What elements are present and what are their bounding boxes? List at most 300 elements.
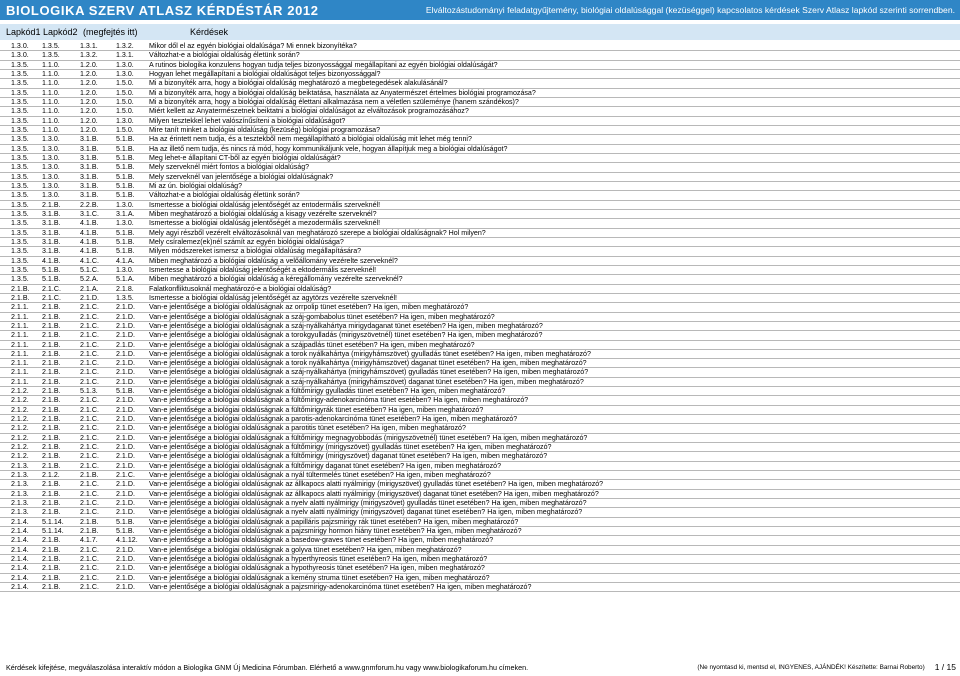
- table-row: [0, 387, 960, 396]
- table-row: [0, 98, 960, 107]
- cell-code-4: 1.3.0.: [116, 116, 134, 125]
- cell-question: Miben meghatározó a biológiai oldalúság a kisagy vezérelte szerveknél?: [149, 209, 377, 218]
- table-row: [0, 238, 960, 247]
- cell-question: Mi a bizonyíték arra, hogy a biológiai oldalúság beiktatása, használata az Anyatermészet értelmes biológiai programozása?: [149, 88, 536, 97]
- cell-code-2: 2.1.B.: [42, 340, 61, 349]
- cell-question: Van-e jelentősége a biológiai oldalúságnak a száj-nyálkahártya (mirigyhámszövet) gyulladás tünet esetében? Ha igen, miben meghatározó?: [149, 368, 589, 377]
- cell-code-2: 1.3.5.: [42, 42, 60, 50]
- cell-code-2: 2.1.B.: [42, 499, 61, 508]
- cell-code-4: 1.3.0.: [116, 219, 134, 228]
- cell-code-1: 2.1.1.: [11, 349, 29, 358]
- table-row: [0, 583, 960, 592]
- cell-code-4: 2.1.D.: [116, 331, 135, 340]
- cell-code-3: 2.1.C.: [80, 564, 99, 573]
- table-row: [0, 480, 960, 489]
- cell-question: Van-e jelentősége a biológiai oldalúságnak a fültőmirigy (mirigyszövet) gyulladás tünet esetében? Ha igen, miben meghatározó?: [149, 443, 552, 452]
- cell-code-1: 1.3.5.: [11, 247, 29, 256]
- cell-question: Miben meghatározó a biológiai oldalúság a velőállomány vezérelte szerveknél?: [149, 256, 398, 265]
- cell-code-3: 3.1.B.: [80, 181, 99, 190]
- cell-code-3: 4.1.C.: [80, 256, 99, 265]
- cell-code-4: 2.1.D.: [116, 424, 135, 433]
- cell-code-2: 2.1.B.: [42, 564, 61, 573]
- cell-code-3: 1.2.0.: [80, 88, 98, 97]
- cell-code-4: 2.1.D.: [116, 349, 135, 358]
- cell-code-3: 1.2.0.: [80, 69, 98, 78]
- table-row: [0, 145, 960, 154]
- cell-question: Van-e jelentősége a biológiai oldalúságnak a fültőmirigy gyulladás tünet esetében? Ha igen, miben meghatározó?: [149, 387, 506, 396]
- cell-code-1: 2.1.2.: [11, 452, 29, 461]
- cell-code-1: 2.1.1.: [11, 312, 29, 321]
- table-row: [0, 117, 960, 126]
- cell-code-4: 1.5.0.: [116, 125, 134, 134]
- cell-code-4: 5.1.B.: [116, 144, 135, 153]
- table-row: [0, 546, 960, 555]
- cell-code-1: 1.3.5.: [11, 209, 29, 218]
- table-row: [0, 443, 960, 452]
- cell-code-1: 1.3.5.: [11, 172, 29, 181]
- footer-credit: (Ne nyomtasd ki, mentsd el, INGYENES, AJÁNDÉK! Készítette: Barnai Roberto): [697, 663, 925, 671]
- cell-code-3: 2.1.C.: [80, 331, 99, 340]
- cell-code-3: 2.1.C.: [80, 573, 99, 582]
- cell-code-1: 2.1.3.: [11, 508, 29, 517]
- table-row: [0, 51, 960, 60]
- cell-code-3: 2.1.B.: [80, 471, 99, 480]
- document-header-bar: [0, 0, 960, 20]
- cell-code-2: 3.1.B.: [42, 228, 61, 237]
- cell-code-3: 2.1.C.: [80, 415, 99, 424]
- cell-code-1: 2.1.2.: [11, 443, 29, 452]
- cell-code-2: 1.3.5.: [42, 51, 60, 60]
- table-row: [0, 574, 960, 583]
- cell-question: Van-e jelentősége a biológiai oldalúságnak a száj-nyálkahártya mirigydaganat tünet esetében? Ha igen, miben meghatározó?: [149, 321, 543, 330]
- table-row: [0, 61, 960, 70]
- cell-code-4: 2.1.D.: [116, 303, 135, 312]
- cell-code-4: 2.1.D.: [116, 433, 135, 442]
- table-row: [0, 518, 960, 527]
- cell-code-2: 1.3.0.: [42, 191, 60, 200]
- table-body: [0, 42, 960, 592]
- cell-code-3: 4.1.7.: [80, 536, 98, 545]
- cell-question: Van-e jelentősége a biológiai oldalúságnak a pajzsmirigy-adenokarcinóma tünet esetében? Ha igen, miben meghatározó?: [149, 583, 532, 592]
- table-row: [0, 275, 960, 284]
- cell-question: Falatkonfliktusoknál meghatározó-e a biológiai oldalúság?: [149, 284, 332, 293]
- cell-question: Ismertesse a biológiai oldalúság jelentőségét a mezodermális szerveknél!: [149, 219, 381, 228]
- cell-code-2: 2.1.B.: [42, 377, 61, 386]
- cell-code-2: 1.3.0.: [42, 153, 60, 162]
- cell-code-2: 3.1.B.: [42, 247, 61, 256]
- cell-code-3: 3.1.B.: [80, 144, 99, 153]
- cell-code-2: 1.3.0.: [42, 144, 60, 153]
- cell-code-4: 5.1.B.: [116, 527, 135, 536]
- cell-code-4: 2.1.D.: [116, 359, 135, 368]
- cell-code-2: 2.1.2.: [42, 471, 60, 480]
- table-row: [0, 163, 960, 172]
- cell-code-2: 5.1.B.: [42, 275, 61, 284]
- cell-code-2: 1.1.0.: [42, 125, 60, 134]
- cell-code-2: 2.1.B.: [42, 508, 61, 517]
- cell-code-3: 3.1.B.: [80, 191, 99, 200]
- cell-code-2: 2.1.B.: [42, 443, 61, 452]
- cell-question: Mi a bizonyíték arra, hogy a biológiai oldalúság meghatározó a megbetegedések alakulásánál?: [149, 79, 448, 88]
- cell-question: Mely agyi részből vezérelt elváltozásoknál van meghatározó szerepe a biológiai oldalúságnak? Hol milyen?: [149, 228, 486, 237]
- cell-code-2: 2.1.B.: [42, 312, 61, 321]
- table-row: [0, 294, 960, 303]
- cell-question: Miért kellett az Anyatermészetnek beiktatni a biológiai oldalúságot az elváltozások programozásához?: [149, 107, 469, 116]
- table-row: [0, 42, 960, 51]
- cell-code-3: 1.2.0.: [80, 125, 98, 134]
- cell-code-2: 2.1.B.: [42, 545, 61, 554]
- cell-code-4: 1.3.5.: [116, 293, 134, 302]
- cell-code-3: 1.3.2.: [80, 51, 98, 60]
- cell-code-2: 5.1.B.: [42, 265, 61, 274]
- cell-code-3: 3.1.B.: [80, 135, 99, 144]
- cell-code-4: 2.1.D.: [116, 396, 135, 405]
- table-row: [0, 396, 960, 405]
- cell-code-3: 1.2.0.: [80, 116, 98, 125]
- table-row: [0, 368, 960, 377]
- cell-code-4: 5.1.A.: [116, 275, 135, 284]
- cell-code-1: 1.3.5.: [11, 69, 29, 78]
- cell-code-2: 3.1.B.: [42, 209, 61, 218]
- cell-code-3: 1.3.1.: [80, 42, 98, 50]
- cell-question: Van-e jelentősége a biológiai oldalúságnak a hypothyreosis tünet esetében? Ha igen, miben meghatározó?: [149, 564, 485, 573]
- cell-code-3: 5.2.A.: [80, 275, 99, 284]
- cell-code-1: 2.1.2.: [11, 433, 29, 442]
- cell-code-4: 2.1.D.: [116, 583, 135, 592]
- cell-code-2: 2.1.B.: [42, 480, 61, 489]
- cell-code-4: 2.1.D.: [116, 480, 135, 489]
- cell-code-2: 1.1.0.: [42, 69, 60, 78]
- table-row: [0, 555, 960, 564]
- table-row: [0, 462, 960, 471]
- cell-code-2: 2.1.B.: [42, 359, 61, 368]
- cell-code-2: 1.1.0.: [42, 60, 60, 69]
- table-row: [0, 173, 960, 182]
- cell-code-1: 2.1.2.: [11, 396, 29, 405]
- cell-code-1: 1.3.5.: [11, 153, 29, 162]
- cell-code-3: 2.1.C.: [80, 359, 99, 368]
- table-row: [0, 182, 960, 191]
- column-header-megfejtes: (megfejtés itt): [83, 27, 138, 37]
- cell-question: A rutinos biologika konzulens hogyan tudja teljes bizonyossággal megállapítani az egyén biológiai oldalúságát?: [149, 60, 498, 69]
- cell-code-1: 1.3.5.: [11, 88, 29, 97]
- cell-code-3: 2.1.C.: [80, 321, 99, 330]
- cell-code-4: 1.3.1.: [116, 51, 134, 60]
- cell-code-1: 2.1.4.: [11, 527, 29, 536]
- cell-code-3: 4.1.B.: [80, 237, 99, 246]
- cell-question: Van-e jelentősége a biológiai oldalúságnak a torok nyálkahártya (mirigyhámszövet) daganat tünet esetében? Ha igen, miben meghatározó?: [149, 359, 587, 368]
- cell-question: Van-e jelentősége a biológiai oldalúságnak a parotis-adenokarcinóma tünet esetében? Ha igen, miben meghatározó?: [149, 415, 518, 424]
- cell-code-4: 1.5.0.: [116, 79, 134, 88]
- cell-code-1: 2.1.1.: [11, 377, 29, 386]
- cell-code-1: 2.1.1.: [11, 303, 29, 312]
- cell-code-4: 2.1.C.: [116, 471, 135, 480]
- table-row: [0, 154, 960, 163]
- column-header-lapkod2: Lapkód2: [43, 27, 78, 37]
- cell-code-4: 2.1.8.: [116, 284, 134, 293]
- cell-code-2: 2.1.B.: [42, 452, 61, 461]
- cell-code-4: 2.1.D.: [116, 499, 135, 508]
- page-number: 1 / 15: [934, 662, 956, 672]
- cell-code-1: 2.1.2.: [11, 405, 29, 414]
- cell-code-3: 2.1.C.: [80, 489, 99, 498]
- cell-code-4: 1.3.0.: [116, 200, 134, 209]
- table-row: [0, 564, 960, 573]
- cell-question: Van-e jelentősége a biológiai oldalúságnak a fültőmirigy (mirigyszövet) daganat tünet esetében? Ha igen, miben meghatározó?: [149, 452, 548, 461]
- cell-code-4: 2.1.D.: [116, 545, 135, 554]
- cell-code-3: 2.1.C.: [80, 583, 99, 592]
- cell-code-4: 2.1.D.: [116, 405, 135, 414]
- cell-question: Van-e jelentősége a biológiai oldalúságnak a fültőmirigyrák tünet esetében? Ha igen, miben meghatározó?: [149, 405, 484, 414]
- cell-code-2: 2.1.B.: [42, 349, 61, 358]
- cell-code-3: 2.1.C.: [80, 349, 99, 358]
- cell-question: Meg lehet-e állapítani CT-ből az egyén biológiai oldalúságát?: [149, 153, 341, 162]
- cell-question: Van-e jelentősége a biológiai oldalúságnak az orrpolip tünet esetében? Ha igen, miben meghatározó?: [149, 303, 469, 312]
- cell-code-1: 2.1.1.: [11, 331, 29, 340]
- cell-code-4: 2.1.D.: [116, 312, 135, 321]
- cell-code-4: 5.1.B.: [116, 247, 135, 256]
- cell-question: Mely szerveknél van jelentősége a biológiai oldalúságnak?: [149, 172, 334, 181]
- cell-code-2: 2.1.B.: [42, 405, 61, 414]
- cell-question: Van-e jelentősége a biológiai oldalúságnak a fültőmirigy megnagyobbodás (mirigyszövetnél) tünet esetében? Ha igen, miben meghatározó?: [149, 433, 588, 442]
- cell-code-1: 2.1.4.: [11, 555, 29, 564]
- cell-question: Mely szerveknél miért fontos a biológiai oldalúság?: [149, 163, 310, 172]
- cell-code-2: 4.1.B.: [42, 256, 61, 265]
- cell-question: Van-e jelentősége a biológiai oldalúságnak a fültőmirigy-adenokarcinóma tünet esetében? Ha igen, miben meghatározó?: [149, 396, 529, 405]
- cell-question: Mely csíralemez(ek)nél számít az egyén biológiai oldalúsága?: [149, 237, 344, 246]
- cell-code-1: 2.1.B.: [11, 284, 30, 293]
- cell-code-2: 5.1.14.: [42, 527, 64, 536]
- cell-code-2: 2.1.B.: [42, 583, 61, 592]
- cell-question: Mi a bizonyíték arra, hogy a biológiai oldalúság élettani alkalmazása nem a véletlen szüleménye (hanem szándékos)?: [149, 97, 519, 106]
- cell-code-2: 2.1.B.: [42, 461, 61, 470]
- table-row: [0, 70, 960, 79]
- cell-code-4: 5.1.B.: [116, 517, 135, 526]
- cell-code-2: 1.3.0.: [42, 172, 60, 181]
- cell-code-2: 1.3.0.: [42, 163, 60, 172]
- cell-code-3: 2.1.A.: [80, 284, 99, 293]
- cell-code-2: 2.1.B.: [42, 368, 61, 377]
- cell-code-1: 1.3.5.: [11, 275, 29, 284]
- cell-code-3: 2.1.C.: [80, 443, 99, 452]
- cell-question: Változhat-e a biológiai oldalúság életünk során?: [149, 191, 300, 200]
- cell-question: Mikor dől el az egyén biológiai oldalúsága? Mi ennek bizonyítéka?: [149, 42, 357, 50]
- cell-code-1: 2.1.3.: [11, 499, 29, 508]
- cell-code-2: 2.1.B.: [42, 303, 61, 312]
- document-subtitle: Elváltozástudományi feladatgyűjtemény, biológiai oldalúsággal (kezüséggel) kapcsolatos kérdések Szerv Atlasz lapkód szerinti sorrendben.: [425, 5, 955, 15]
- cell-code-1: 1.3.0.: [11, 51, 29, 60]
- cell-code-2: 1.1.0.: [42, 116, 60, 125]
- cell-code-3: 2.1.C.: [80, 545, 99, 554]
- table-row: [0, 508, 960, 517]
- cell-code-3: 2.1.B.: [80, 527, 99, 536]
- cell-question: Van-e jelentősége a biológiai oldalúságnak a papilláris pajzsmirigy rák tünet esetében? Ha igen, miben meghatározó?: [149, 517, 519, 526]
- table-row: [0, 527, 960, 536]
- cell-question: Van-e jelentősége a biológiai oldalúságnak a nyelv alatti nyálmirigy (mirigyszövet) gyulladás tünet esetében? Ha igen, miben meghatározó?: [149, 499, 587, 508]
- cell-code-3: 1.2.0.: [80, 79, 98, 88]
- cell-code-3: 1.2.0.: [80, 97, 98, 106]
- cell-code-3: 2.1.D.: [80, 293, 99, 302]
- cell-code-3: 1.2.0.: [80, 60, 98, 69]
- table-row: [0, 303, 960, 312]
- cell-code-3: 2.1.C.: [80, 461, 99, 470]
- table-row: [0, 89, 960, 98]
- cell-code-2: 2.1.B.: [42, 200, 61, 209]
- cell-question: Ismertesse a biológiai oldalúság jelentőségét az agytörzs vezérelte szerveknél!: [149, 293, 398, 302]
- cell-question: Van-e jelentősége a biológiai oldalúságnak a száj-gombabolus tünet esetében? Ha igen, miben meghatározó?: [149, 312, 495, 321]
- table-row: [0, 341, 960, 350]
- cell-code-2: 3.1.B.: [42, 219, 61, 228]
- cell-code-2: 2.1.B.: [42, 415, 61, 424]
- cell-question: Van-e jelentősége a biológiai oldalúságnak a szájpadlás tünet esetében? Ha igen, miben meghatározó?: [149, 340, 475, 349]
- table-row: [0, 107, 960, 116]
- cell-code-1: 1.3.5.: [11, 144, 29, 153]
- cell-code-4: 2.1.D.: [116, 573, 135, 582]
- table-row: [0, 229, 960, 238]
- cell-code-4: 2.1.D.: [116, 340, 135, 349]
- cell-code-4: 1.3.0.: [116, 69, 134, 78]
- cell-code-1: 2.1.1.: [11, 368, 29, 377]
- cell-code-3: 2.1.C.: [80, 377, 99, 386]
- cell-code-1: 2.1.2.: [11, 387, 29, 396]
- table-row: [0, 331, 960, 340]
- cell-question: Ismertesse a biológiai oldalúság jelentőségét az entodermális szerveknél!: [149, 200, 381, 209]
- cell-code-4: 1.5.0.: [116, 97, 134, 106]
- cell-code-1: 2.1.3.: [11, 489, 29, 498]
- table-row: [0, 135, 960, 144]
- cell-code-2: 1.1.0.: [42, 88, 60, 97]
- cell-code-4: 5.1.B.: [116, 135, 135, 144]
- table-row: [0, 452, 960, 461]
- cell-code-4: 4.1.A.: [116, 256, 135, 265]
- questions-table: [0, 24, 960, 592]
- cell-code-1: 2.1.3.: [11, 480, 29, 489]
- cell-question: Van-e jelentősége a biológiai oldalúságnak a basedow-graves tünet esetében? Ha igen, miben meghatározó?: [149, 536, 494, 545]
- cell-code-3: 2.2.B.: [80, 200, 99, 209]
- cell-code-4: 2.1.D.: [116, 508, 135, 517]
- table-row: [0, 406, 960, 415]
- table-header: [0, 24, 960, 40]
- cell-question: Milyen módszereket ismersz a biológiai oldalúság megállapítására?: [149, 247, 362, 256]
- cell-question: Ismertesse a biológiai oldalúság jelentőségét a ektodermális szerveknél!: [149, 265, 377, 274]
- cell-code-4: 1.3.0.: [116, 60, 134, 69]
- cell-code-1: 1.3.5.: [11, 256, 29, 265]
- cell-code-3: 2.1.C.: [80, 396, 99, 405]
- cell-question: Van-e jelentősége a biológiai oldalúságnak a pajzsmirigy hormon hiány tünet esetében? Ha igen, miben meghatározó?: [149, 527, 522, 536]
- cell-code-1: 1.3.5.: [11, 219, 29, 228]
- table-row: [0, 378, 960, 387]
- cell-question: Hogyan lehet megállapítani a biológiai oldalúságot teljes bizonyossággal?: [149, 69, 381, 78]
- cell-code-4: 2.1.D.: [116, 555, 135, 564]
- cell-code-1: 2.1.4.: [11, 564, 29, 573]
- cell-question: Van-e jelentősége a biológiai oldalúságnak a hyperthyreosis tünet esetében? Ha igen, miben meghatározó?: [149, 555, 488, 564]
- cell-code-1: 1.3.5.: [11, 200, 29, 209]
- column-header-kerdesek: Kérdések: [190, 27, 229, 37]
- cell-code-4: 5.1.B.: [116, 237, 135, 246]
- cell-code-1: 2.1.B.: [11, 293, 30, 302]
- cell-code-2: 2.1.C.: [42, 284, 61, 293]
- cell-code-2: 2.1.B.: [42, 573, 61, 582]
- cell-code-3: 4.1.B.: [80, 247, 99, 256]
- cell-code-3: 2.1.B.: [80, 517, 99, 526]
- cell-code-3: 3.1.B.: [80, 153, 99, 162]
- cell-code-1: 1.3.5.: [11, 116, 29, 125]
- cell-code-1: 2.1.3.: [11, 461, 29, 470]
- cell-code-4: 2.1.D.: [116, 321, 135, 330]
- cell-code-1: 2.1.1.: [11, 359, 29, 368]
- cell-code-2: 2.1.B.: [42, 433, 61, 442]
- cell-code-4: 2.1.D.: [116, 489, 135, 498]
- cell-code-2: 2.1.B.: [42, 321, 61, 330]
- table-row: [0, 322, 960, 331]
- cell-code-2: 2.1.B.: [42, 536, 61, 545]
- cell-code-1: 2.1.2.: [11, 424, 29, 433]
- cell-code-1: 2.1.1.: [11, 321, 29, 330]
- table-row: [0, 201, 960, 210]
- cell-code-1: 2.1.2.: [11, 415, 29, 424]
- cell-code-3: 5.1.3.: [80, 387, 98, 396]
- cell-code-1: 1.3.5.: [11, 79, 29, 88]
- cell-code-1: 1.3.5.: [11, 125, 29, 134]
- cell-code-4: 5.1.B.: [116, 172, 135, 181]
- table-row: [0, 424, 960, 433]
- cell-question: Van-e jelentősége a biológiai oldalúságnak a kemény struma tünet esetében? Ha igen, miben meghatározó?: [149, 573, 490, 582]
- cell-code-1: 2.1.4.: [11, 536, 29, 545]
- cell-code-3: 2.1.C.: [80, 424, 99, 433]
- document-title: BIOLOGIKA SZERV ATLASZ KÉRDÉSTÁR 2012: [6, 2, 319, 18]
- cell-question: Van-e jelentősége a biológiai oldalúságnak a nyelv alatti nyálmirigy (mirigyszövet) daganat tünet esetében? Ha igen, miben meghatározó?: [149, 508, 583, 517]
- cell-question: Van-e jelentősége a biológiai oldalúságnak a torok nyálkahártya (mirigyhámszövet) gyulladás tünet esetében? Ha igen, miben meghatározó?: [149, 349, 591, 358]
- cell-code-4: 2.1.D.: [116, 443, 135, 452]
- table-row: [0, 79, 960, 88]
- footer-right: [697, 662, 956, 672]
- cell-question: Van-e jelentősége a biológiai oldalúságnak a golyva tünet esetében? Ha igen, miben meghatározó?: [149, 545, 462, 554]
- cell-code-3: 4.1.B.: [80, 219, 99, 228]
- cell-code-2: 2.1.B.: [42, 396, 61, 405]
- cell-question: Van-e jelentősége a biológiai oldalúságnak az állkapocs alatti nyálmirigy (mirigyszövet) daganat tünet esetében? Ha igen, miben meghatározó?: [149, 489, 599, 498]
- cell-code-2: 2.1.B.: [42, 331, 61, 340]
- cell-question: Ha az illető nem tudja, és nincs rá mód, hogy kommunikáljunk vele, hogyan állapítjuk meg a biológiai oldalúságot?: [149, 144, 508, 153]
- cell-code-4: 2.1.D.: [116, 452, 135, 461]
- cell-code-2: 1.3.0.: [42, 135, 60, 144]
- cell-code-1: 2.1.4.: [11, 545, 29, 554]
- cell-code-3: 2.1.C.: [80, 368, 99, 377]
- cell-code-4: 2.1.D.: [116, 415, 135, 424]
- cell-code-4: 4.1.12.: [116, 536, 138, 545]
- cell-code-3: 2.1.C.: [80, 303, 99, 312]
- cell-code-2: 2.1.B.: [42, 387, 61, 396]
- cell-code-4: 5.1.B.: [116, 163, 135, 172]
- cell-code-1: 1.3.5.: [11, 265, 29, 274]
- table-row: [0, 210, 960, 219]
- table-row: [0, 126, 960, 135]
- table-row: [0, 285, 960, 294]
- cell-question: Van-e jelentősége a biológiai oldalúságnak a száj-nyálkahártya (mirigyhámszövet) daganat tünet esetében? Ha igen, miben meghatározó?: [149, 377, 584, 386]
- cell-code-3: 2.1.C.: [80, 555, 99, 564]
- table-row: [0, 219, 960, 228]
- cell-code-2: 1.1.0.: [42, 107, 60, 116]
- cell-code-2: 5.1.14.: [42, 517, 64, 526]
- table-row: [0, 266, 960, 275]
- cell-code-3: 3.1.B.: [80, 172, 99, 181]
- cell-code-4: 5.1.B.: [116, 191, 135, 200]
- cell-code-3: 2.1.C.: [80, 312, 99, 321]
- cell-code-2: 1.1.0.: [42, 97, 60, 106]
- cell-code-4: 5.1.B.: [116, 153, 135, 162]
- cell-code-2: 2.1.B.: [42, 555, 61, 564]
- cell-code-1: 2.1.4.: [11, 583, 29, 592]
- cell-code-3: 2.1.C.: [80, 405, 99, 414]
